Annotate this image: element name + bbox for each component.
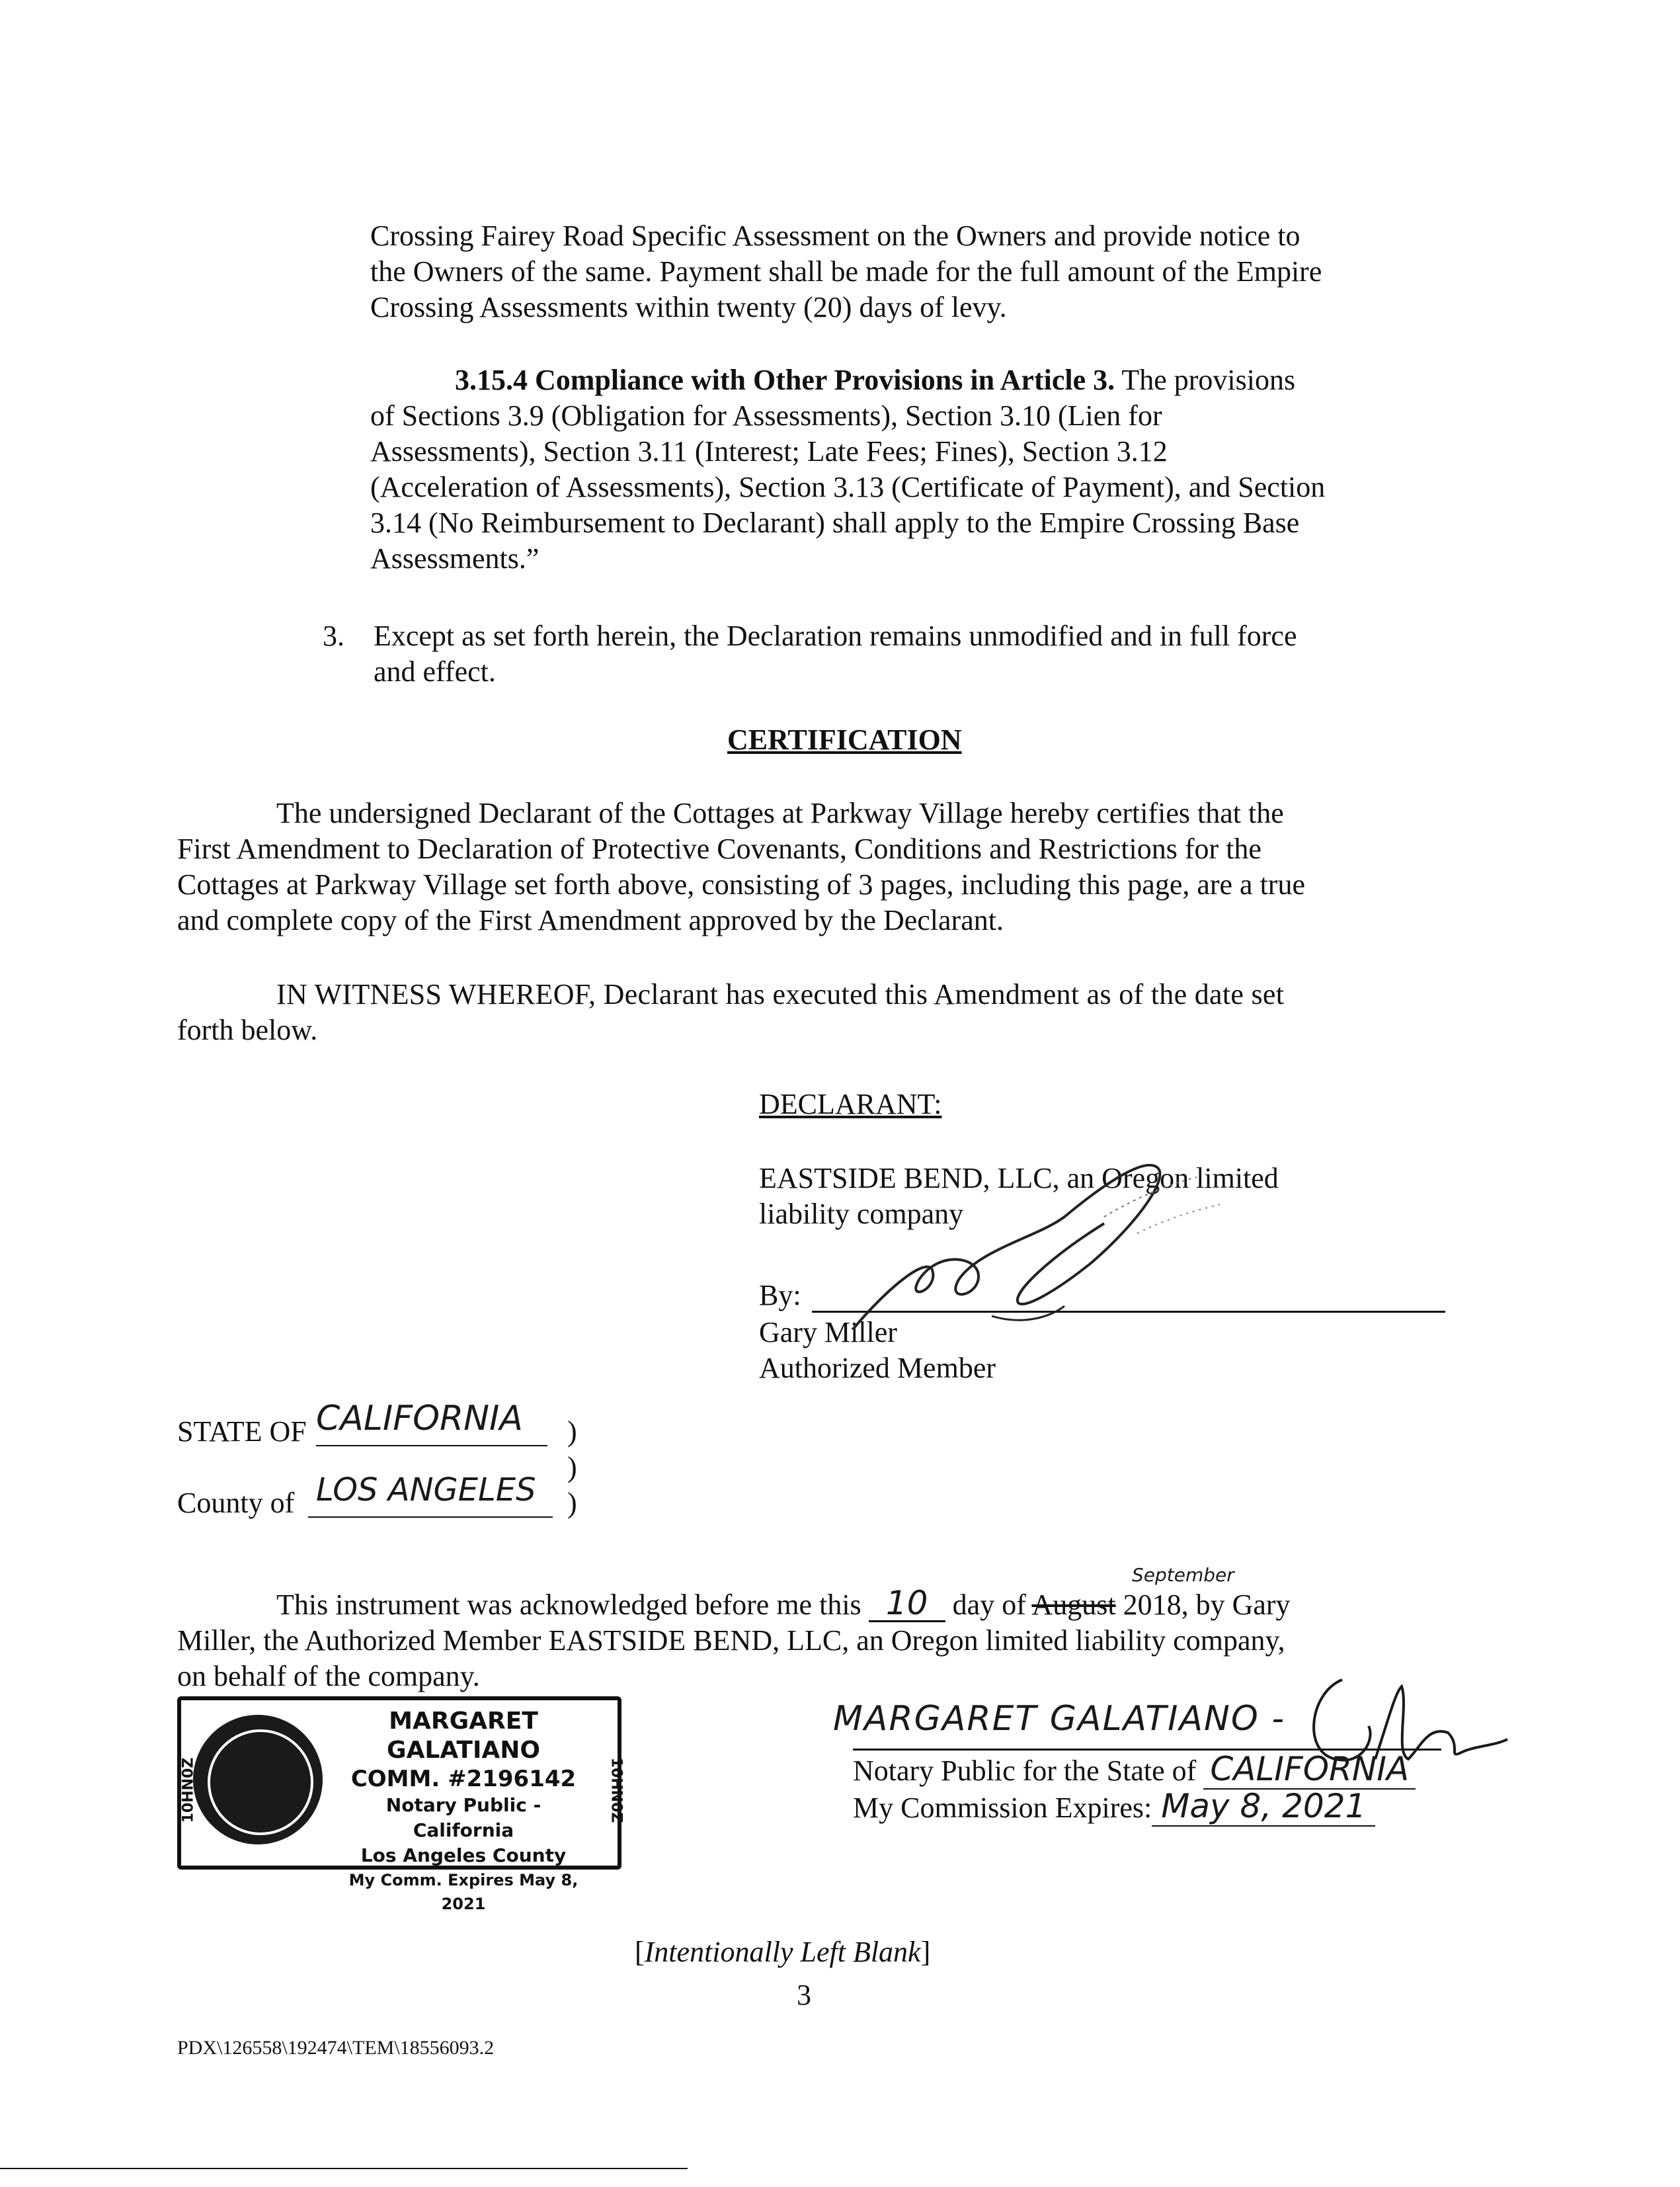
section-heading-rest: The provisions [1115, 364, 1296, 396]
notary-printed-name-handwritten: MARGARET GALATIANO - [833, 1699, 1286, 1739]
signer-name: Gary Miller [759, 1316, 897, 1348]
item-3-number: 3. [323, 620, 344, 652]
text-line: forth below. [177, 1014, 318, 1046]
stamp-line: Notary Public - California [385, 1794, 541, 1841]
notary-line-1 [853, 1751, 1416, 1789]
ack-text-b: day of [945, 1589, 1032, 1621]
text-line: and effect. [374, 655, 496, 688]
text-line: and complete copy of the First Amendment approved by the Declarant. [177, 904, 1004, 936]
text-line: Except as set forth herein, the Declaration remains unmodified and in full force [374, 620, 1297, 652]
text-line: Assessments.” [370, 542, 540, 575]
blank-note-text: Intentionally Left Blank [644, 1936, 921, 1968]
notary-state-handwritten: CALIFORNIA [1203, 1750, 1416, 1790]
text-line: Crossing Assessments within twenty (20) days of levy. [370, 291, 1007, 323]
text-line: (Acceleration of Assessments), Section 3.13 (Certificate of Payment), and Section [370, 471, 1326, 503]
page-number: 3 [797, 1979, 811, 2011]
notary-state-label: Notary Public for the State of [853, 1754, 1204, 1787]
text-line: Cottages at Parkway Village set forth above, consisting of 3 pages, including this page, are a true [177, 868, 1305, 901]
text-line: of Sections 3.9 (Obligation for Assessments), Section 3.10 (Lien for [370, 399, 1162, 432]
bottom-edge-line [0, 2168, 688, 2169]
section-3-15-4 [370, 362, 1448, 577]
witness-paragraph [177, 977, 1460, 1048]
stamp-side-text-left: 10HN0Z [180, 1757, 197, 1823]
declarant-label: DECLARANT: [759, 1088, 942, 1120]
ack-text-c: 2018, by Gary [1115, 1589, 1291, 1621]
intentionally-left-blank: [Intentionally Left Blank] [635, 1936, 931, 1968]
signer-title: Authorized Member [759, 1352, 996, 1384]
venue-paren-1: ) [567, 1415, 577, 1448]
document-id: PDX\126558\192474\TEM\18556093.2 [177, 2037, 495, 2059]
county-label: County of [177, 1487, 295, 1519]
section-heading: 3.15.4 Compliance with Other Provisions in Article 3. [455, 364, 1115, 396]
ack-line-2: Miller, the Authorized Member EASTSIDE BEND, LLC, an Oregon limited liability company, [177, 1624, 1285, 1657]
text-line: 3.14 (No Reimbursement to Declarant) shall apply to the Empire Crossing Base [370, 507, 1300, 539]
ack-line-3: on behalf of the company. [177, 1660, 480, 1692]
text-line: The undersigned Declarant of the Cottages at Parkway Village hereby certifies that the [276, 797, 1284, 829]
venue-paren-2: ) [567, 1451, 577, 1483]
notary-line-2 [853, 1788, 1375, 1826]
text-line: Assessments), Section 3.11 (Interest; Late Fees; Fines), Section 3.12 [370, 435, 1168, 468]
ack-day-value [869, 1584, 945, 1622]
by-label: By: [759, 1279, 801, 1311]
ack-struck-month: August [1031, 1589, 1116, 1621]
certification-paragraph [177, 796, 1460, 938]
stamp-line: COMM. #2196142 [350, 1766, 577, 1792]
text-line: the Owners of the same. Payment shall be made for the full amount of the Empire [370, 255, 1322, 288]
certification-heading: CERTIFICATION [727, 723, 962, 756]
notary-expires-handwritten: May 8, 2021 [1152, 1787, 1375, 1827]
company-line-1: EASTSIDE BEND, LLC, an Oregon limited [759, 1162, 1279, 1194]
declarant-signature [826, 1137, 1355, 1349]
stamp-text [335, 1707, 592, 1916]
state-value-handwritten: CALIFORNIA [316, 1399, 523, 1438]
section-first-line [370, 362, 1448, 398]
stamp-line: MARGARET GALATIANO [387, 1708, 540, 1764]
state-seal-icon [193, 1715, 323, 1844]
text-line: Crossing Fairey Road Specific Assessment on the Owners and provide notice to [370, 220, 1300, 252]
stamp-line: Los Angeles County [360, 1844, 567, 1866]
ack-month-handwritten: September [1132, 1564, 1234, 1586]
item-3-text [374, 618, 1448, 690]
company-line-2: liability company [759, 1198, 964, 1230]
notary-stamp [177, 1696, 621, 1913]
text-line: First Amendment to Declaration of Protective Covenants, Conditions and Restrictions for the [177, 833, 1261, 865]
notary-expires-label: My Commission Expires: [853, 1792, 1152, 1824]
county-underline [308, 1516, 553, 1518]
stamp-side-text-right: 10HN0Z [608, 1757, 625, 1823]
text-line: IN WITNESS WHEREOF, Declarant has executed this Amendment as of the date set [276, 978, 1285, 1011]
state-label: STATE OF [177, 1415, 307, 1448]
stamp-line: My Comm. Expires May 8, 2021 [348, 1871, 579, 1913]
county-value-handwritten: LOS ANGELES [316, 1471, 536, 1508]
ack-text-a: This instrument was acknowledged before me this [276, 1589, 869, 1621]
continuation-paragraph [370, 218, 1448, 325]
venue-paren-3: ) [567, 1487, 577, 1519]
state-underline [316, 1445, 547, 1446]
ack-day-handwritten: 10 [885, 1584, 928, 1622]
